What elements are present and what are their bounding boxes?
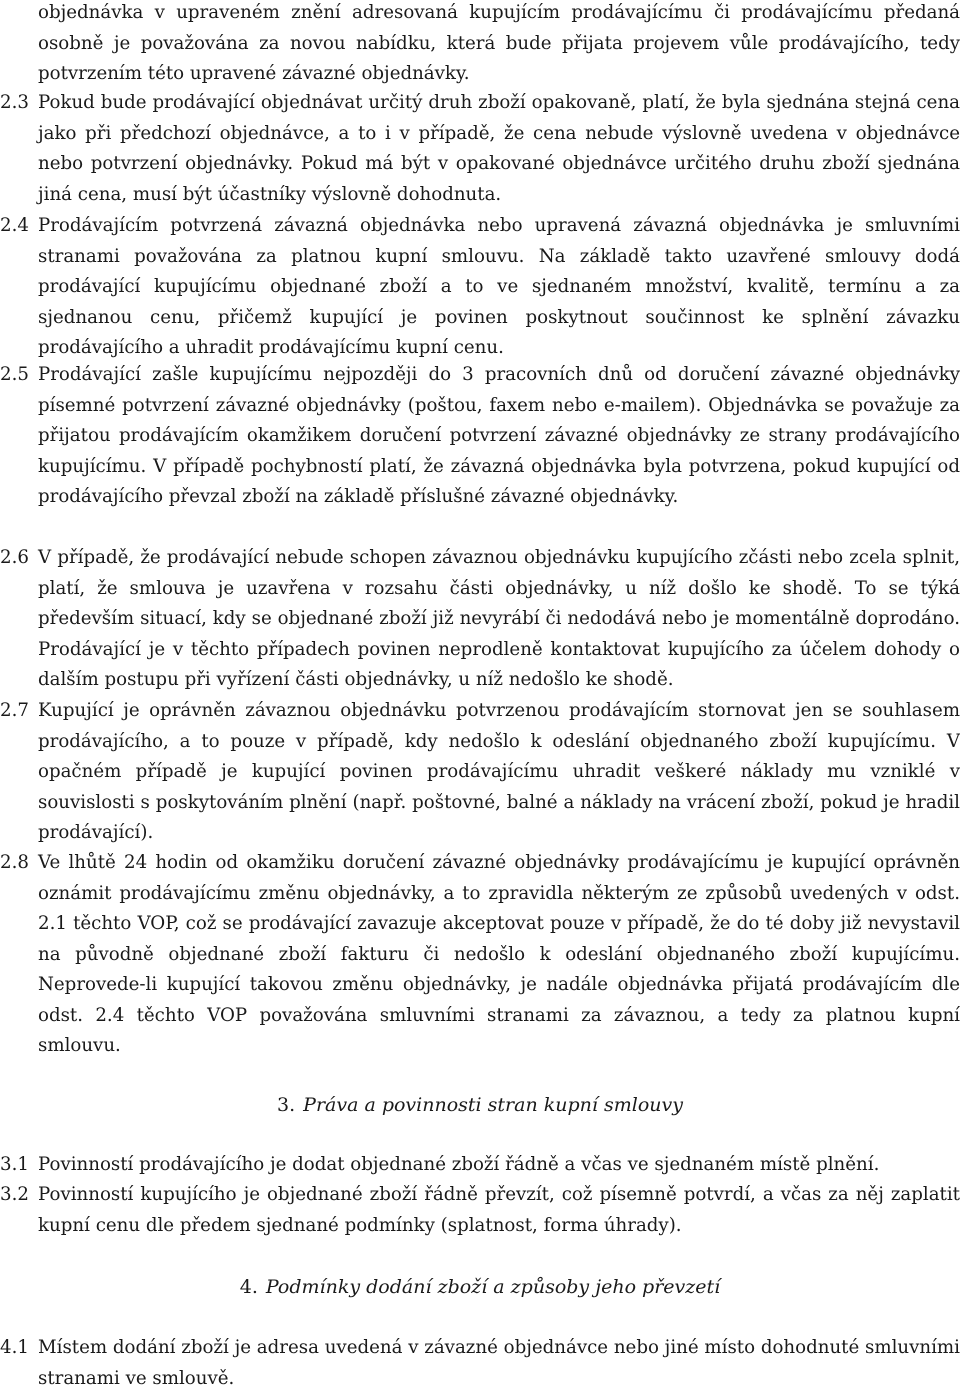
paragraph-2-6 [0,543,960,696]
paragraph-number: 2.4 [0,215,29,236]
paragraph-2-7 [0,696,960,849]
paragraph-text: Kupující je oprávněn závaznou objednávku potvrzenou prodávajícím stornovat jen se souhlasem prodávajícího, a to pouze v případě, kdy nedošlo k odeslání objednaného zboží kupujícímu. V opačném případě je kupující povinen prodávajícímu uhradit veškeré náklady mu vzniklé v souvislosti s poskytováním plnění (např. poštovné, balné a náklady na vrácení zboží, pokud je hradil prodávající). [38,700,960,843]
paragraph-text: Pokud bude prodávající objednávat určitý druh zboží opakovaně, platí, že byla sjednána stejná cena jako při předchozí objednávce, a to i v případě, že cena nebude výslovně uvedena v objednávce nebo potvrzení objednávky. Pokud má být v opakované objednávce určitého druhu zboží sjednána jiná cena, musí být účastníky výslovně dohodnuta. [38,92,960,205]
paragraph-number: 2.5 [0,364,29,385]
paragraph-number: 4.1 [0,1337,29,1358]
paragraph-text: Místem dodání zboží je adresa uvedená v závazné objednávce nebo jiné místo dohodnuté smluvními stranami ve smlouvě. [38,1337,960,1389]
paragraph-number: 2.7 [0,700,29,721]
paragraph-text: V případě, že prodávající nebude schopen závaznou objednávku kupujícího zčásti nebo zcela splnit, platí, že smlouva je uzavřena v rozsahu části objednávky, u níž došlo ke shodě. To se týká především situací, kdy se objednané zboží již nevyrábí či nedodává nebo je momentálně doprodáno. Prodávající je v těchto případech povinen neprodleně kontaktovat kupujícího za účelem dohody o dalším postupu při vyřízení části objednávky, u níž nedošlo ke shodě. [38,547,960,690]
section-heading-text: Podmínky dodání zboží a způsoby jeho převzetí [265,1276,721,1298]
paragraph-3-1 [0,1150,960,1181]
paragraph-2-5 [0,360,960,513]
paragraph-2-3 [0,88,960,210]
section-heading-number: 3. [277,1094,296,1116]
paragraph-text: Povinností kupujícího je objednané zboží řádně převzít, což písemně potvrdí, a včas za něj zaplatit kupní cenu dle předem sjednané podmínky (splatnost, forma úhrady). [38,1184,960,1236]
paragraph-number: 2.3 [0,92,29,113]
paragraph-number: 3.1 [0,1154,29,1175]
paragraph-2-4 [0,211,960,364]
section-heading-4 [0,1272,960,1302]
section-heading-number: 4. [239,1276,258,1298]
paragraph-text: Ve lhůtě 24 hodin od okamžiku doručení závazné objednávky prodávajícímu je kupující oprávněn oznámit prodávajícímu změnu objednávky, a to zpravidla některým ze způsobů uvedených v odst. 2.1 těchto VOP, což se prodávající zavazuje akceptovat pouze v případě, že do té doby již nevystavil na původně objednané zboží fakturu či nedošlo k odeslání objednaného zboží kupujícímu. Neprovede-li kupující takovou změnu objednávky, je nadále objednávka přijatá prodávajícím dle odst. 2.4 těchto VOP považována smluvními stranami za závaznou, a tedy za platnou kupní smlouvu. [38,852,960,1056]
section-heading-3 [0,1090,960,1120]
paragraph-text: Povinností prodávajícího je dodat objednané zboží řádně a včas ve sjednaném místě plnění. [38,1154,880,1175]
intro-continuation: objednávka v upraveném znění adresovaná kupujícím prodávajícímu či prodávajícímu předaná osobně je považována za novou nabídku, která bude přijata projevem vůle prodávajícího, tedy potvrzením této upravené závazné objednávky. [38,2,960,84]
paragraph-number: 3.2 [0,1184,29,1205]
paragraph-text: Prodávající zašle kupujícímu nejpozději do 3 pracovních dnů od doručení závazné objednávky písemné potvrzení závazné objednávky (poštou, faxem nebo e-mailem). Objednávka se považuje za přijatou prodávajícím okamžikem doručení potvrzení závazné objednávky ze strany prodávajícího kupujícímu. V případě pochybností platí, že závazná objednávka byla potvrzena, pokud kupující od prodávajícího převzal zboží na základě příslušné závazné objednávky. [38,364,960,507]
paragraph-3-2 [0,1180,960,1241]
section-heading-text: Práva a povinnosti stran kupní smlouvy [303,1094,683,1116]
paragraph-number: 2.8 [0,852,29,873]
paragraph-text: Prodávajícím potvrzená závazná objednávka nebo upravená závazná objednávka je smluvními stranami považována za platnou kupní smlouvu. Na základě takto uzavřené smlouvy dodá prodávající kupujícímu objednané zboží a to ve sjednaném množství, kvalitě, termínu a za sjednanou cenu, přičemž kupující je povinen poskytnout součinnost ke splnění závazku prodávajícího a uhradit prodávajícímu kupní cenu. [38,215,960,358]
paragraph-2-8 [0,848,960,1062]
paragraph-number: 2.6 [0,547,29,568]
